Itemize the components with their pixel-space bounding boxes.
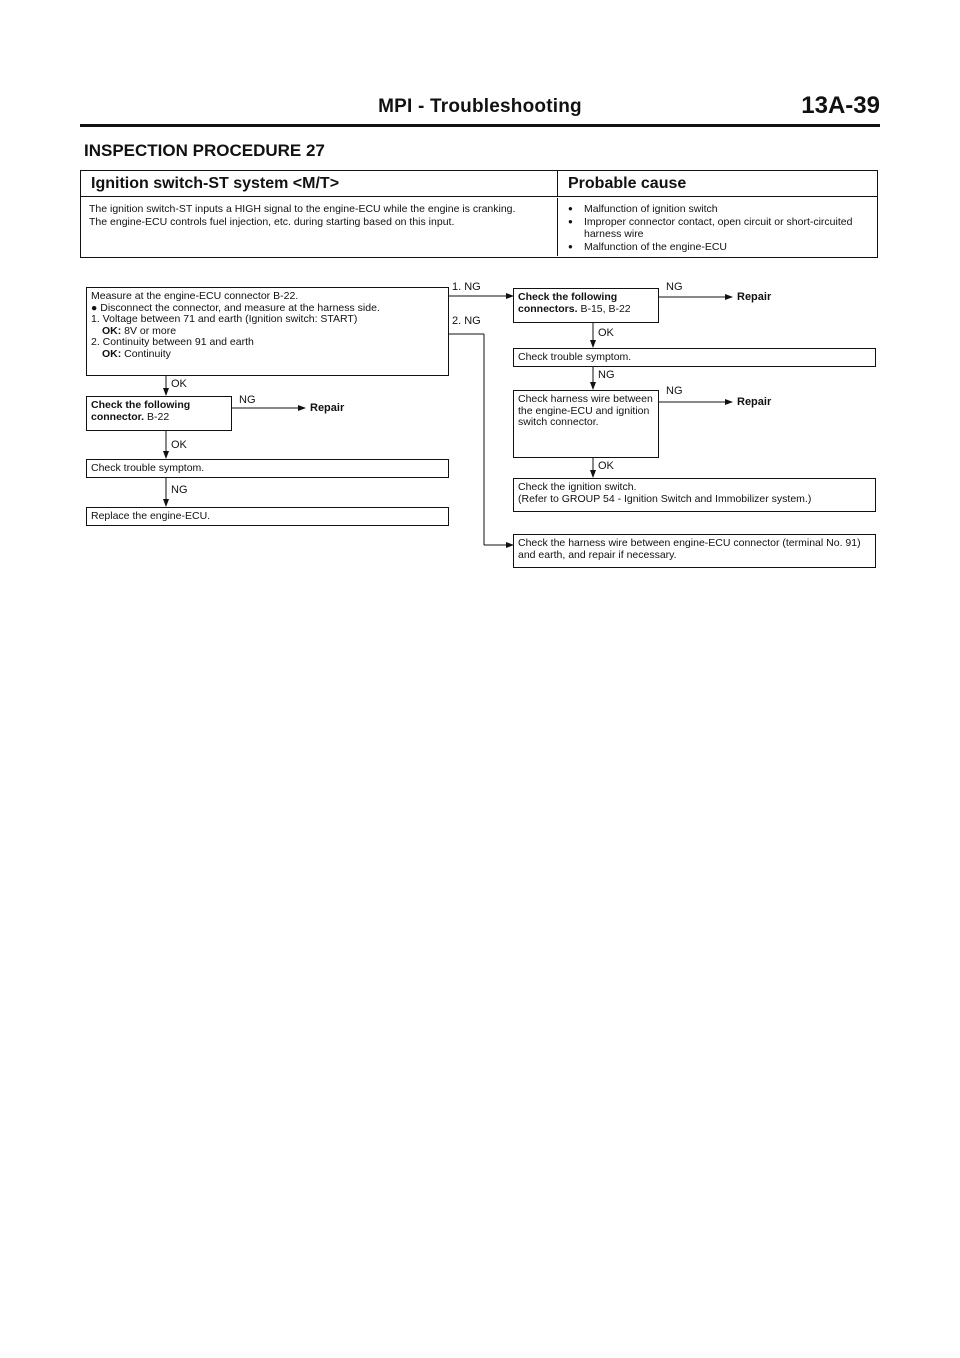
- cause-item: ● Improper connector contact, open circuit or short-circuited harness wire: [566, 216, 871, 241]
- result-label-ng: NG: [666, 385, 683, 397]
- box-bold-text: Check the following connectors.: [518, 291, 618, 315]
- box-text: Check harness wire between the engine-ECU and ignition switch connector.: [518, 393, 653, 428]
- ok-value: 8V or more: [124, 324, 177, 337]
- ok-label: OK:: [102, 324, 122, 337]
- procedure-title: INSPECTION PROCEDURE 27: [84, 141, 325, 160]
- branch-label-2-ng: 2. NG: [452, 315, 481, 327]
- check-trouble-symptom-right-box: [513, 348, 876, 367]
- measure-ecu-connector-box: [86, 287, 449, 376]
- check-ignition-switch-box: [513, 478, 876, 512]
- result-label-ng: NG: [171, 484, 188, 496]
- result-label-ok: OK: [598, 327, 614, 339]
- ok-label: OK:: [102, 347, 122, 360]
- box-text: Check the harness wire between engine-ECU connector (terminal No. 91) and earth, and repair if necessary.: [518, 537, 861, 561]
- replace-engine-ecu-box: [86, 507, 449, 526]
- check-trouble-symptom-left-box: [86, 459, 449, 478]
- branch-label-1-ng: 1. NG: [452, 281, 481, 293]
- measure-line: 1. Voltage between 71 and earth (Ignition switch: START): [91, 313, 358, 325]
- description-line: The ignition switch-ST inputs a HIGH signal to the engine-ECU while the engine is cranking.: [89, 203, 516, 215]
- page-header-title: MPI - Troubleshooting: [378, 96, 582, 117]
- cause-item: ● Malfunction of ignition switch: [566, 203, 871, 216]
- check-harness-terminal-91-box: [513, 534, 876, 568]
- probable-cause-title: Probable cause: [558, 171, 877, 197]
- check-connectors-b15-b22-box: [513, 288, 659, 323]
- box-text: B-22: [147, 410, 170, 423]
- box-text: Replace the engine-ECU.: [91, 510, 211, 522]
- repair-label: Repair: [310, 402, 345, 414]
- result-label-ng: NG: [666, 281, 683, 293]
- box-text: Check trouble symptom.: [518, 351, 632, 363]
- measure-line: ● Disconnect the connector, and measure at the harness side.: [91, 301, 380, 314]
- box-text: B-15, B-22: [580, 302, 631, 315]
- box-text: Check the ignition switch.: [518, 481, 637, 493]
- description-line: The engine-ECU controls fuel injection, etc. during starting based on this input.: [89, 215, 455, 228]
- measure-line: Measure at the engine-ECU connector B-22.: [91, 290, 299, 302]
- ok-value: Continuity: [124, 347, 171, 360]
- measure-ok-line: [91, 349, 444, 361]
- measure-line: 2. Continuity between 91 and earth: [91, 336, 254, 348]
- box-bold-text: Check the following connector.: [91, 399, 191, 423]
- result-label-ok: OK: [598, 460, 614, 472]
- cause-item: ● Malfunction of the engine-ECU: [566, 241, 871, 254]
- repair-label: Repair: [737, 396, 772, 408]
- result-label-ng: NG: [598, 369, 615, 381]
- check-harness-ecu-ignition-box: [513, 390, 659, 458]
- page-number: 13A-39: [801, 92, 880, 119]
- system-title: Ignition switch-ST system <M/T>: [81, 171, 558, 197]
- repair-label: Repair: [737, 291, 772, 303]
- box-text: Check trouble symptom.: [91, 462, 205, 474]
- result-label-ok: OK: [171, 439, 187, 451]
- check-connector-b22-box: [86, 396, 232, 431]
- box-text: (Refer to GROUP 54 - Ignition Switch and Immobilizer system.): [518, 492, 812, 505]
- result-label-ng: NG: [239, 394, 256, 406]
- result-label-ok: OK: [171, 378, 187, 390]
